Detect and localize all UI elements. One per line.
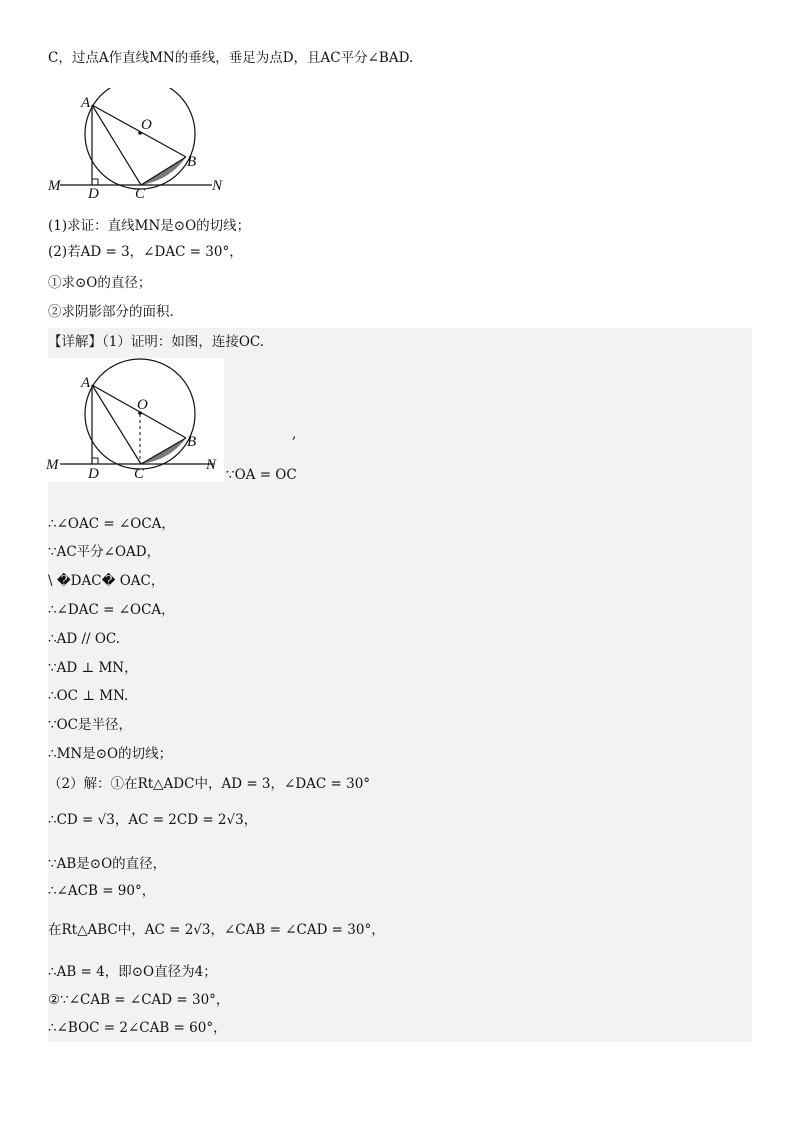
label-o: O — [137, 397, 148, 413]
solution-header: 【详解】（1）证明：如图，连接OC. — [48, 334, 265, 350]
label-m: M — [48, 178, 61, 194]
segment-ac — [92, 385, 141, 464]
solution-step-3: ∵AC平分∠OAD， — [48, 544, 161, 560]
geometry-figure-1 — [44, 88, 234, 198]
figure-trailing-comma: , — [292, 426, 297, 442]
segment-ac — [92, 105, 141, 185]
label-b: B — [187, 154, 197, 170]
problem-line-1: C，过点A作直线MN的垂线，垂足为点D，且AC平分∠BAD. — [48, 50, 414, 66]
question-2: (2)若AD = 3，∠DAC = 30°， — [48, 244, 243, 260]
solution-step-17: ②∵∠CAB = ∠CAD = 30°， — [48, 992, 230, 1008]
solution-step-12: ∴CD = √3，AC = 2CD = 2√3， — [48, 812, 258, 828]
label-n: N — [212, 178, 223, 194]
label-m: M — [46, 457, 59, 473]
label-a: A — [81, 375, 91, 391]
solution-step-5: ∴∠DAC = ∠OCA， — [48, 602, 175, 618]
label-c: C — [135, 186, 146, 198]
right-angle-mark — [92, 458, 98, 464]
segment-ab — [92, 105, 186, 157]
figure-2-box — [48, 358, 224, 482]
segment-bc — [141, 438, 186, 464]
label-d: D — [88, 186, 99, 198]
solution-panel — [48, 328, 752, 1042]
solution-step-10: ∴MN是⊙O的切线； — [48, 746, 173, 762]
circle-o — [85, 88, 195, 189]
solution-step-13: ∵AB是⊙O的直径， — [48, 856, 167, 872]
label-b: B — [187, 434, 197, 450]
solution-step-8: ∴OC ⊥ MN. — [48, 688, 129, 704]
label-o: O — [141, 117, 152, 133]
solution-step-6: ∴AD // OC. — [48, 631, 121, 647]
solution-step-7: ∵AD ⊥ MN， — [48, 660, 138, 676]
label-n: N — [206, 457, 217, 473]
solution-step-18: ∴∠BOC = 2∠CAB = 60°， — [48, 1020, 227, 1036]
solution-step-9: ∵OC是半径， — [48, 717, 132, 733]
label-c: C — [134, 466, 145, 482]
label-d: D — [88, 466, 99, 482]
solution-step-2: ∴∠OAC = ∠OCA， — [48, 516, 175, 532]
label-a: A — [81, 95, 91, 111]
geometry-figure-2 — [44, 358, 224, 482]
solution-step-11: （2）解：①在Rt△ADC中，AD = 3，∠DAC = 30° — [48, 776, 371, 792]
right-angle-mark — [92, 179, 98, 185]
solution-step-4: \ �DAC� OAC， — [48, 573, 165, 589]
solution-step-16: ∴AB = 4，即⊙O直径为4； — [48, 964, 217, 980]
solution-step-14: ∴∠ACB = 90°， — [48, 883, 156, 899]
solution-step-15: 在Rt△ABC中，AC = 2√3，∠CAB = ∠CAD = 30°， — [48, 922, 385, 938]
question-2b: ②求阴影部分的面积. — [48, 304, 174, 320]
segment-bc — [141, 157, 186, 185]
solution-step-1: ∵OA = OC — [226, 467, 297, 483]
question-1: (1)求证：直线MN是⊙O的切线； — [48, 218, 251, 234]
question-2a: ①求⊙O的直径； — [48, 275, 152, 291]
